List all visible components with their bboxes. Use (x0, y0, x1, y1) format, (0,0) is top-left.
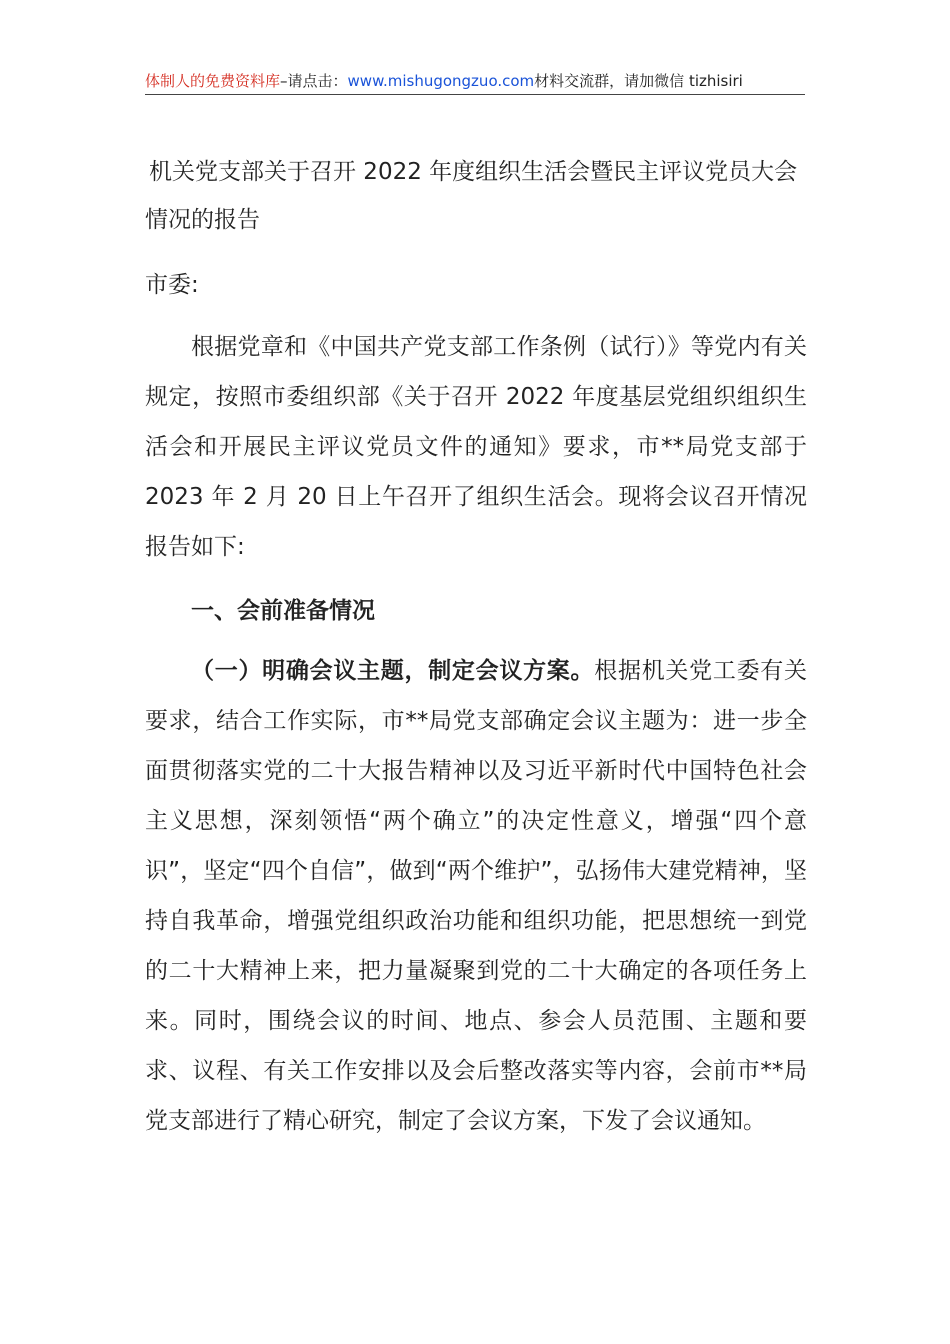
header-group-text: 材料交流群，请加微信 tizhisiri (534, 72, 743, 90)
page-header (145, 70, 805, 95)
header-site-name: 体制人的免费资料库 (145, 72, 281, 90)
section-heading-1: 一、会前准备情况 (191, 598, 375, 624)
subsection-lead-1: （一）明确会议主题，制定会议方案。 (191, 658, 595, 684)
header-url-link[interactable]: www.mishugongzuo.com (347, 72, 535, 90)
document-body (145, 148, 807, 1146)
document-title: 机关党支部关于召开 2022 年度组织生活会暨民主评议党员大会情况的报告 (145, 159, 798, 233)
salutation: 市委: (145, 272, 199, 298)
subsection-body-1: 根据机关党工委有关要求，结合工作实际，市**局党支部确定会议主题为：进一步全面贯彻落实党的二十大报告精神以及习近平新时代中国特色社会主义思想，深刻领悟“两个确立”的决定性意义，增强“四个意识”，坚定“四个自信”，做到“两个维护”，弘扬伟大建党精神，坚持自我革命，增强党组织政治功能和组织功能，把思想统一到党的二十大精神上来，把力量凝聚到党的二十大确定的各项任务上来。同时，围绕会议的时间、地点、参会人员范围、主题和要求、议程、有关工作安排以及会后整改落实等内容，会前市**局党支部进行了精心研究，制定了会议方案，下发了会议通知。 (145, 658, 808, 1134)
intro-paragraph: 根据党章和《中国共产党支部工作条例（试行）》等党内有关规定，按照市委组织部《关于召开 2022 年度基层党组织组织生活会和开展民主评议党员文件的通知》要求，市**局党支部于 2023 年 2 月 20 日上午召开了组织生活会。现将会议召开情况报告如下: (145, 334, 807, 560)
subsection-paragraph-1 (145, 646, 807, 1146)
header-prompt: –请点击： (280, 72, 348, 90)
